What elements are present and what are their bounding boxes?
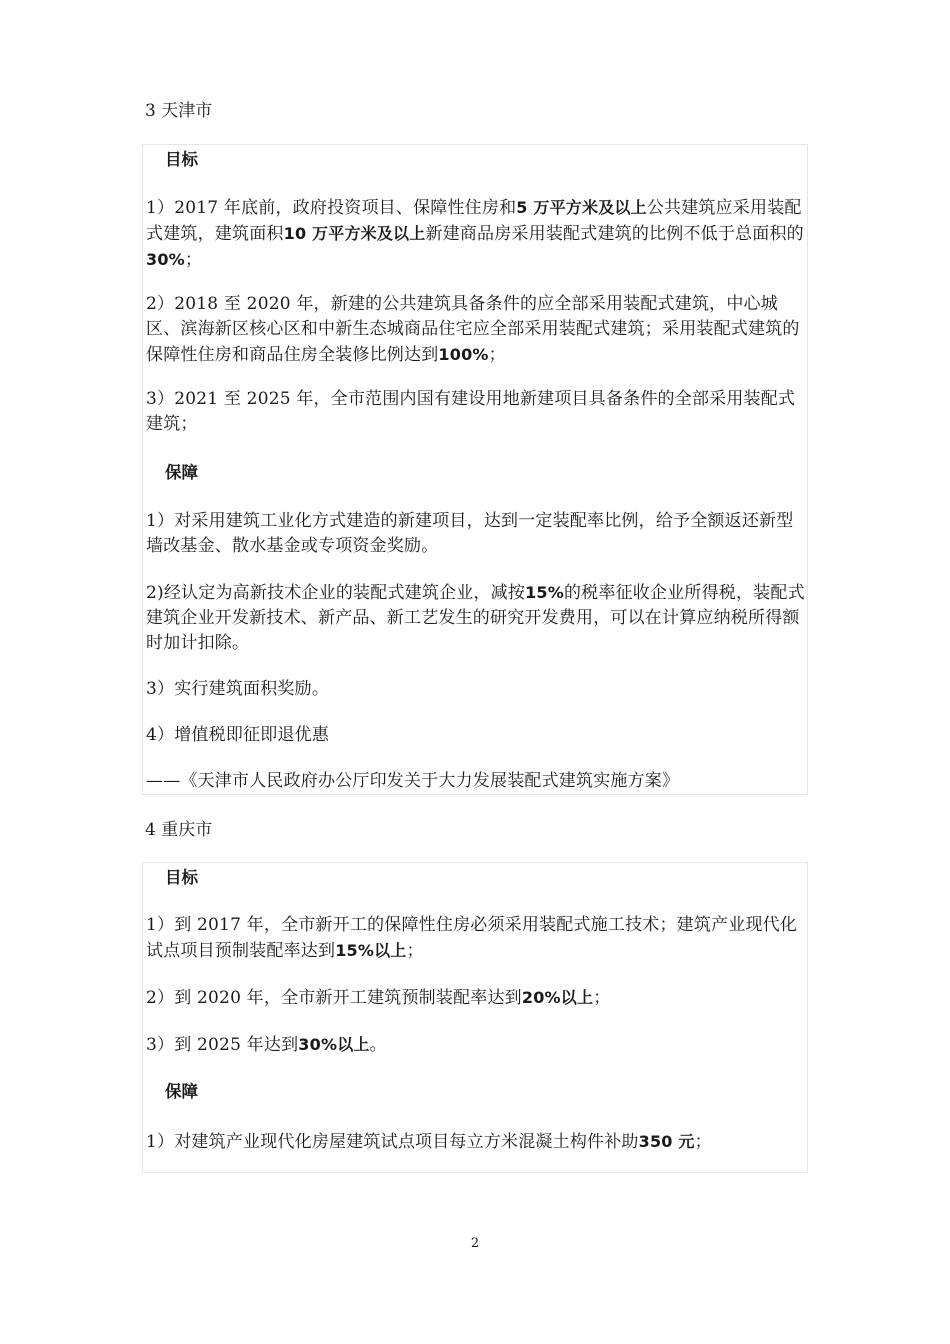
page-number: 2: [470, 1236, 480, 1251]
support-item-2: 2)经认定为高新技术企业的装配式建筑企业，减按15%的税率征收企业所得税，装配式建筑企业开发新技术、新产品、新工艺发生的研究开发费用，可以在计算应纳税所得额时加计扣除。: [146, 583, 805, 653]
support-item-1: 1）对建筑产业现代化房屋建筑试点项目每立方米混凝土构件补助350 元；: [146, 1132, 712, 1152]
section-heading-chongqing: 4 重庆市: [145, 820, 213, 840]
source-citation: ——《天津市人民政府办公厅印发关于大力发展装配式建筑实施方案》: [146, 771, 680, 791]
section-heading-tianjin: 3 天津市: [145, 101, 213, 121]
support-title: 保障: [165, 463, 198, 482]
support-item-4: 4）增值税即征即退优惠: [146, 725, 330, 745]
goal-title: 目标: [165, 868, 198, 887]
goal-item-3: 3）2021 至 2025 年，全市范围内国有建设用地新建项目具备条件的全部采用装配式建筑；: [146, 389, 796, 434]
support-item-3: 3）实行建筑面积奖励。: [146, 679, 330, 699]
support-title: 保障: [165, 1082, 198, 1101]
support-item-1: 1）对采用建筑工业化方式建造的新建项目，达到一定装配率比例，给予全额返还新型墙改基金、散水基金或专项资金奖励。: [146, 511, 794, 556]
goal-item-2: 2）到 2020 年，全市新开工建筑预制装配率达到20%以上；: [146, 988, 611, 1008]
goal-item-1: 1）2017 年底前，政府投资项目、保障性住房和5 万平方米及以上公共建筑应采用装配式建筑，建筑面积10 万平方米及以上新建商品房采用装配式建筑的比例不低于总面积的30%；: [146, 198, 804, 270]
tianjin-policy-box: [142, 144, 808, 795]
goal-item-1: 1）到 2017 年，全市新开工的保障性住房必须采用装配式施工技术；建筑产业现代化试点项目预制装配率达到15%以上；: [146, 915, 798, 961]
chongqing-policy-box: [142, 862, 808, 1173]
goal-title: 目标: [165, 150, 198, 169]
goal-item-2: 2）2018 至 2020 年，新建的公共建筑具备条件的应全部采用装配式建筑，中心城区、滨海新区核心区和中新生态城商品住宅应全部采用装配式建筑；采用装配式建筑的保障性住房和商品住房全装修比例达到100%；: [146, 294, 800, 365]
goal-item-3: 3）到 2025 年达到30%以上。: [146, 1035, 387, 1055]
